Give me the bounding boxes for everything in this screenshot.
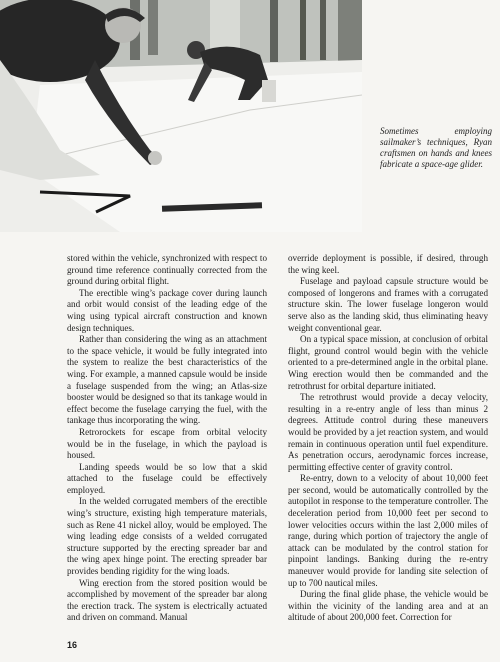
photo-caption: Sometimes employing sailmaker’s techniques, Ryan craftsmen on hands and knees fabricate a space-age glider. [380, 126, 492, 169]
paragraph: Rather than considering the wing as an attachment to the space vehicle, it would be fully integrated into the system to realize the best characteristics of the wing. For example, a manned capsule would be inside a fuselage suspended from the wing; an Atlas-size booster would be designed so that its tankage would in effect become the fuselage carrying the fuel, with the tankage thus incorporating the wing. [67, 334, 267, 426]
paragraph: Re-entry, down to a velocity of about 10,000 feet per second, would be automatically controlled by the autopilot in response to the temperature controller. The deceleration period from 10,000 feet per second to lower velocities occurs within the last 2,000 miles of range, during which portion of trajectory the angle of attack can be modulated by the control station for pinpoint landings. Banking during the re-entry maneuver would provide for landing site selection of up to 700 nautical miles. [288, 473, 488, 588]
article-column-right [288, 253, 488, 624]
paragraph: Landing speeds would be so low that a skid attached to the fuselage could be effectively employed. [67, 461, 267, 495]
paragraph: During the final glide phase, the vehicle would be within the vicinity of the landing area and at an altitude of about 200,000 feet. Correction for [288, 589, 488, 623]
paragraph: Fuselage and payload capsule structure would be composed of longerons and frames with a corrugated structure skin. The lower fuselage longeron would serve also as the landing skid, thus eliminating heavy weight conventional gear. [288, 276, 488, 333]
paragraph: The erectible wing’s package cover during launch and orbit would consist of the leading edge of the wing using typical aircraft construction and known design techniques. [67, 287, 267, 333]
paragraph: On a typical space mission, at conclusion of orbital flight, ground control would begin with the vehicle oriented to a pre-determined angle in the orbital plane. Wing erection would then be commanded and the retrothrust for orbital departure initiated. [288, 334, 488, 391]
paragraph: override deployment is possible, if desired, through the wing keel. [288, 253, 488, 275]
paragraph: Wing erection from the stored position would be accomplished by movement of the spreader bar along the erection track. The system is electrically actuated and driven on command. Manual [67, 577, 267, 623]
paragraph: Retrorockets for escape from orbital velocity would be in the fuselage, in which the payload is housed. [67, 426, 267, 461]
paragraph: In the welded corrugated members of the erectible wing’s structure, existing high temperature materials, such as Rene 41 nickel alloy, would be employed. The wing leading edge consists of a welded corrugated structure supported by the erecting spreader bar and the wing apex hinge point. The erecting spreader bar provides bending rigidity for the wing loads. [67, 496, 267, 577]
workshop-photo [0, 0, 362, 232]
page-number: 16 [67, 640, 78, 650]
article-column-left [67, 253, 267, 624]
workshop-photo-illustration [0, 0, 362, 232]
paragraph: stored within the vehicle, synchronized with respect to ground time reference continually corrected from the ground during orbital flight. [67, 253, 267, 287]
paragraph: The retrothrust would provide a decay velocity, resulting in a re-entry angle of less than minus 2 degrees. Attitude control during these maneuvers would be provided by a jet reaction system, and would remain in continuous operation until fuel expenditure. As penetration occurs, aerodynamic forces increase, permitting effective center of gravity control. [288, 392, 488, 472]
